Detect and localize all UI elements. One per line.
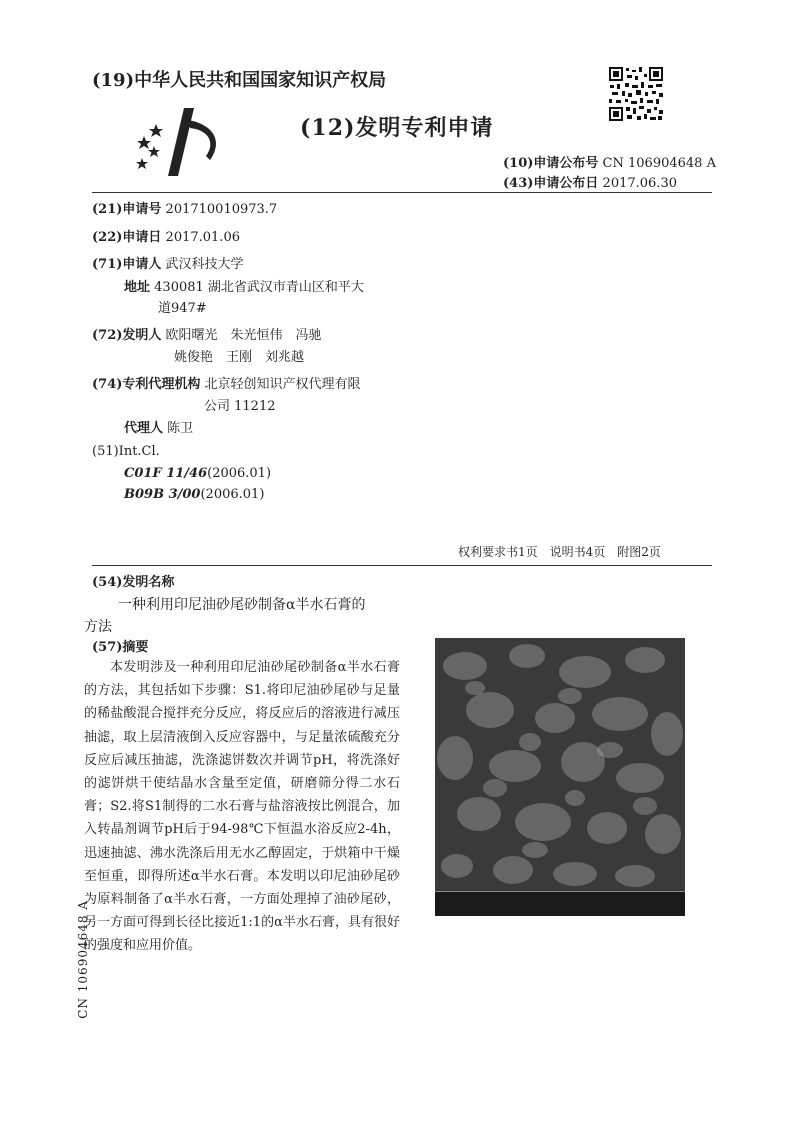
inventors-label: (72)发明人 <box>92 328 162 343</box>
invention-title-label: (54)发明名称 <box>92 575 175 590</box>
abstract-label: (57)摘要 <box>92 640 149 655</box>
publication-number: CN 106904648 A <box>602 156 716 171</box>
invention-title-line-1: 一种利用印尼油砂尾砂制备α半水石膏的 <box>118 597 366 613</box>
classification-row-1 <box>124 466 271 481</box>
publication-date-label: (43)申请公布日 <box>503 176 599 191</box>
micrograph-crystals-icon <box>435 638 685 892</box>
address-label: 地址 <box>124 280 151 295</box>
cnipa-logo-icon <box>132 106 228 178</box>
document-type: (12)发明专利申请 <box>300 115 494 141</box>
invention-title-line-2: 方法 <box>84 619 112 635</box>
classification-version-2: (2006.01) <box>200 487 265 502</box>
publication-number-row <box>503 152 716 171</box>
application-date-row <box>92 226 240 245</box>
inventors-row <box>92 324 322 343</box>
agency-line-1: 北京轻创知识产权代理有限 <box>204 377 361 392</box>
publication-date: 2017.06.30 <box>602 176 677 191</box>
int-cl-label: (51)Int.Cl. <box>92 444 160 459</box>
classification-version-1: (2006.01) <box>207 466 272 481</box>
abstract-text: 本发明涉及一种利用印尼油砂尾砂制备α半水石膏的方法，其包括如下步骤：S1.将印尼油砂尾砂与足量的稀盐酸混合搅拌充分反应，将反应后的溶液进行减压抽滤，取上层清液倒入反应容器中，与足量浓硫酸充分反应后减压抽滤，洗涤滤饼数次并调节pH，将洗涤好的滤饼烘干使结晶水含量至定值，研磨筛分得二水石膏；S2.将S1制得的二水石膏与盐溶液按比例混合，加入转晶剂调节pH后于94-98℃下恒温水浴反应2-4h，迅速抽滤、沸水洗涤后用无水乙醇固定，于烘箱中干燥至恒重，即得所述α半水石膏。本发明以印尼油砂尾砂为原料制备了α半水石膏，一方面处理掉了油砂尾砂，另一方面可得到长径比接近1:1的α半水石膏，具有很好的强度和应用价值。 <box>84 660 400 954</box>
agency-label: (74)专利代理机构 <box>92 377 201 392</box>
address-line-2: 道947# <box>158 301 207 316</box>
sem-micrograph-image <box>435 638 685 916</box>
applicant-row <box>92 253 244 272</box>
application-number-label: (21)申请号 <box>92 202 162 217</box>
office-name: (19)中华人民共和国国家知识产权局 <box>92 70 387 91</box>
address-line-1: 430081 湖北省武汉市青山区和平大 <box>154 280 364 295</box>
agent: 陈卫 <box>167 421 194 436</box>
header-divider <box>92 192 712 193</box>
inventors-line-1: 欧阳曙光 朱光恒伟 冯驰 <box>165 328 322 343</box>
agency-line-2: 公司 11212 <box>204 399 276 414</box>
classification-code-2: B09B 3/00 <box>124 487 201 502</box>
classification-code-1: C01F 11/46 <box>124 466 208 481</box>
qr-code-icon <box>608 66 664 122</box>
address-row <box>124 276 364 295</box>
abstract-text-block <box>84 656 400 958</box>
section-divider <box>92 565 712 566</box>
application-number-row <box>92 198 277 217</box>
inventors-line-2: 姚俊艳 王刚 刘兆越 <box>174 350 305 365</box>
agent-row <box>124 417 193 436</box>
applicant-label: (71)申请人 <box>92 257 162 272</box>
side-publication-code: CN 106904648 A <box>76 900 90 1019</box>
agency-row <box>92 373 361 392</box>
micrograph-info-bar <box>435 891 685 916</box>
application-date-label: (22)申请日 <box>92 230 162 245</box>
page-count-info: 权利要求书1页 说明书4页 附图2页 <box>458 545 661 559</box>
applicant: 武汉科技大学 <box>165 257 244 272</box>
publication-date-row <box>503 172 677 191</box>
application-number: 201710010973.7 <box>165 202 278 217</box>
classification-row-2 <box>124 487 264 502</box>
application-date: 2017.01.06 <box>165 230 240 245</box>
agent-label: 代理人 <box>124 421 164 436</box>
publication-number-label: (10)申请公布号 <box>503 156 599 171</box>
